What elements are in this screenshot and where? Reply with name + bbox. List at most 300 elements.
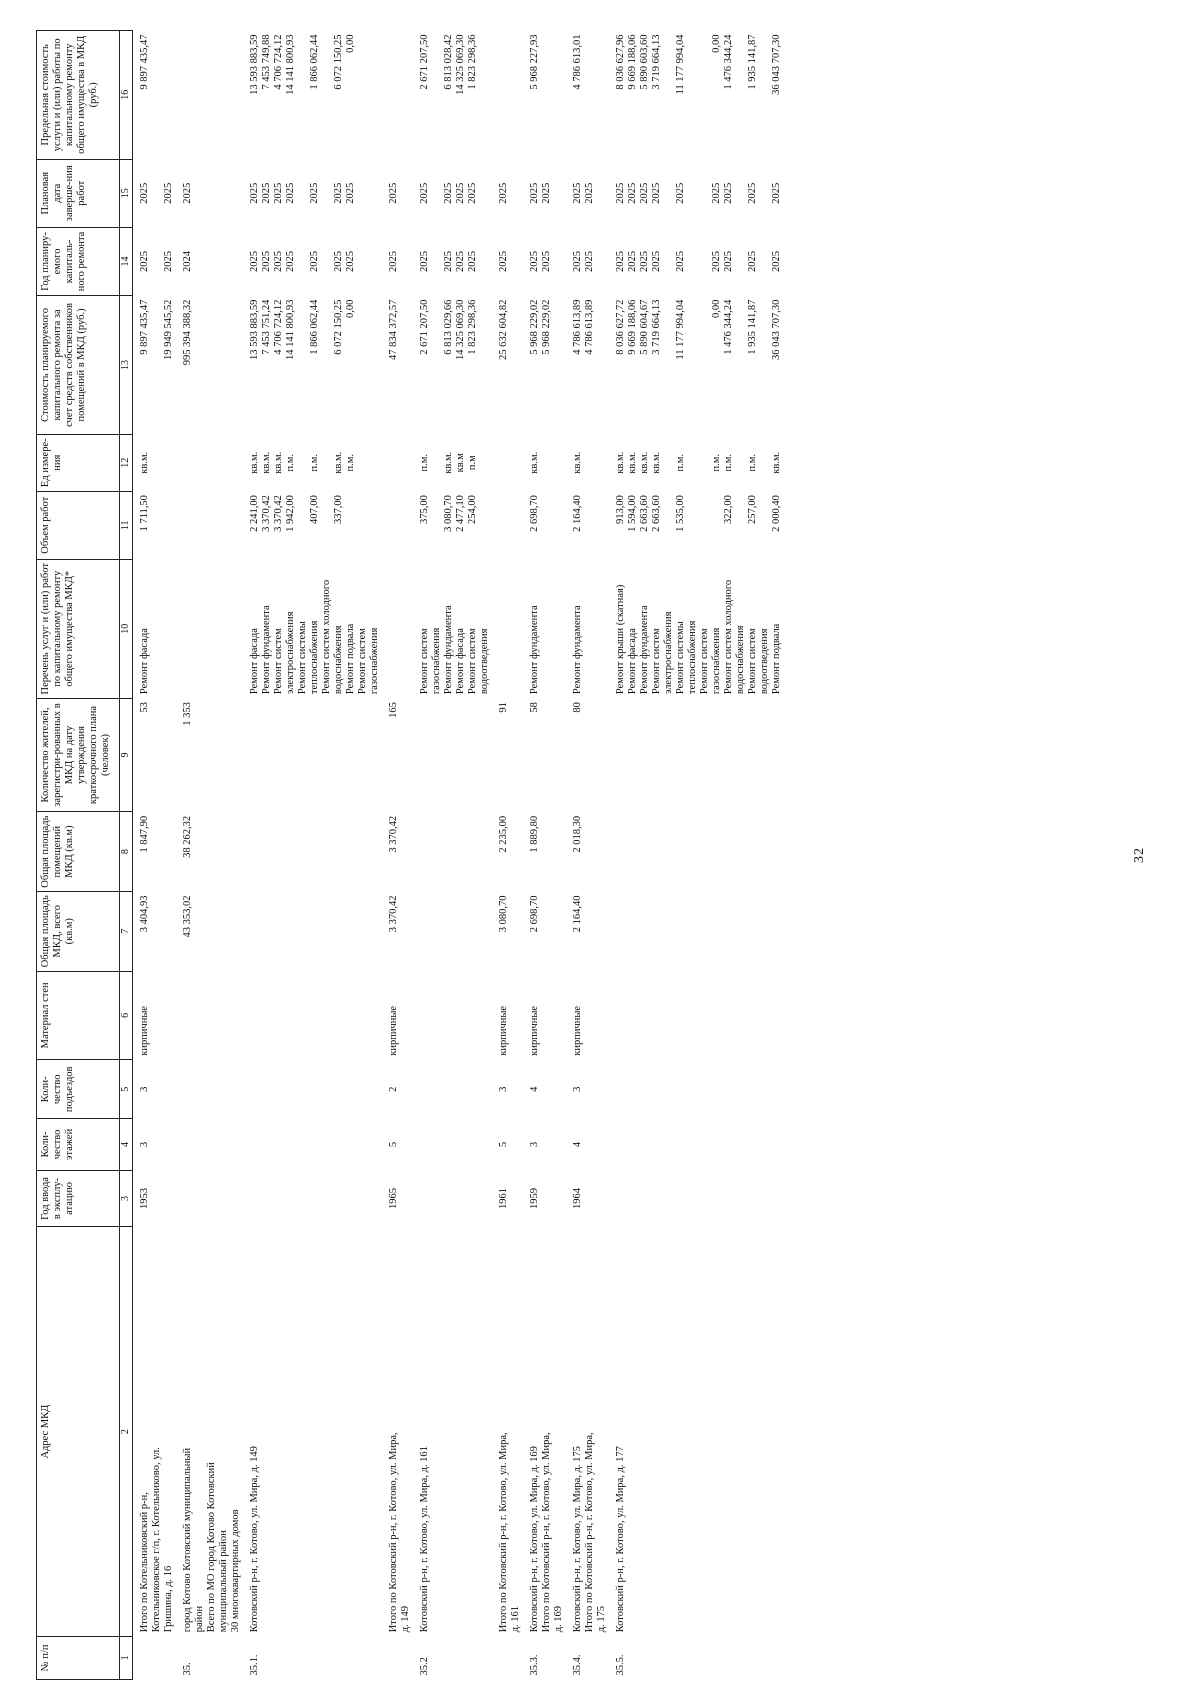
cost-line: 6 813 029,66 (443, 299, 454, 355)
end-year-line: 2025 (529, 182, 540, 204)
header-cell: Общая площадь МКД, всего (кв.м) (37, 891, 120, 971)
works-cell (523, 559, 566, 698)
volume-line: 2 698,70 (529, 495, 540, 532)
material-cell (413, 971, 492, 1060)
unit-line: кв.м. (333, 451, 344, 474)
volume-cell (566, 491, 609, 559)
plan-year-line (699, 231, 711, 291)
cost-line: 4 786 613,89 (584, 299, 595, 355)
plan-year-line: 2025 (651, 250, 662, 272)
works-cell (492, 559, 523, 698)
table-row (523, 31, 566, 1680)
cost-line: 7 453 751,24 (261, 299, 272, 355)
limit-cost-line (663, 35, 675, 156)
end-year-line: 2025 (651, 182, 662, 204)
residents-cell (609, 698, 784, 812)
end-year-cell (133, 159, 177, 227)
address-line: Котовский р-н, г. Котово, ул. Мира, д. 177 (615, 1446, 626, 1633)
column-number: 14 (120, 227, 133, 295)
limit-cost-cell (609, 31, 784, 160)
living-area-cell: 2 018,30 (572, 815, 583, 853)
works-line: Ремонт фундамента (639, 605, 650, 695)
volume-cell (382, 491, 413, 559)
header-cell: Коли-чество подъездов (37, 1060, 120, 1119)
column-number: 12 (120, 434, 133, 491)
cost-cell (413, 296, 492, 435)
header-row (37, 31, 120, 1680)
limit-cost-line: 1 823 298,36 (467, 34, 478, 90)
end-year-line (735, 163, 747, 223)
living-area-cell: 38 262,32 (182, 815, 193, 858)
unit-line (431, 438, 443, 487)
limit-cost-line: 4 786 613,01 (572, 34, 583, 90)
residents-cell: 165 (388, 702, 399, 718)
entrances-cell (609, 1060, 784, 1119)
limit-cost-line: 9 669 188,06 (627, 34, 638, 90)
works-line: Ремонт фасада (139, 628, 150, 695)
unit-cell (243, 434, 382, 491)
living-area-cell: 1 847,90 (139, 815, 150, 853)
row-number: 35.5. (615, 1654, 626, 1676)
unit-line: п.м. (711, 453, 722, 472)
volume-line: 254,00 (467, 495, 478, 525)
unit-cell (523, 434, 566, 491)
floors-cell: 5 (388, 1141, 399, 1148)
unit-line (663, 438, 675, 487)
unit-line: кв.м. (249, 451, 260, 474)
year-cell: 1959 (529, 1187, 540, 1209)
plan-year-line: 2025 (498, 250, 509, 272)
volume-line: 322,00 (723, 495, 734, 525)
address-line: 30 многоквартирных домов (230, 1509, 241, 1633)
end-year-line (431, 163, 443, 223)
works-line: водоотведения (759, 628, 770, 695)
header-cell: Ед измере-ния (37, 434, 120, 491)
cost-line: 19 949 545,52 (163, 299, 174, 360)
unit-cell (492, 434, 523, 491)
cost-line: 5 968 229,02 (541, 299, 552, 355)
end-year-cell (243, 159, 382, 227)
limit-cost-line (431, 35, 443, 156)
plan-year-line: 2025 (675, 250, 686, 272)
cost-line (687, 300, 699, 431)
cost-line: 36 043 707,30 (771, 299, 782, 360)
column-number: 4 (120, 1119, 133, 1170)
plan-year-line: 2025 (163, 250, 174, 272)
cost-cell (492, 296, 523, 435)
year-cell: 1961 (498, 1187, 509, 1209)
plan-year-line: 2025 (747, 250, 758, 272)
end-year-line: 2025 (627, 182, 638, 204)
header-cell: Количество жителей, зарегистри-рованных в МКД на дату утверждения краткосрочного плана (человек) (37, 698, 120, 812)
address-line: Итого по Котовский р-н, г. Котово, ул. Мира, (541, 1432, 552, 1633)
total-area-cell (243, 891, 382, 971)
volume-line: 375,00 (419, 495, 430, 525)
end-year-line: 2025 (139, 182, 150, 204)
cost-line (297, 300, 309, 431)
cost-line: 11 177 994,04 (675, 299, 686, 360)
works-line: электроснабжения (663, 611, 674, 695)
column-number: 3 (120, 1170, 133, 1227)
works-line: Ремонт фасада (455, 628, 466, 695)
plan-year-cell (523, 227, 566, 295)
header-cell: Год планиру-емого капиталь-ного ремонта (37, 227, 120, 295)
limit-cost-line: 11 177 994,04 (675, 34, 686, 95)
cost-line (321, 300, 333, 431)
address-line: д. 161 (510, 1605, 521, 1633)
end-year-line (151, 163, 163, 223)
plan-year-line (151, 231, 163, 291)
end-year-line: 2025 (345, 182, 356, 204)
unit-line: п.м. (345, 453, 356, 472)
entrances-cell (413, 1060, 492, 1119)
plan-year-line: 2025 (345, 250, 356, 272)
address-line: Итого по Котельниковский р-н, (139, 1492, 150, 1633)
works-cell (609, 559, 784, 698)
limit-cost-line: 1 866 062,44 (309, 34, 320, 90)
cost-line: 6 072 150,25 (333, 299, 344, 355)
end-year-cell (609, 159, 784, 227)
unit-line: кв.м. (627, 451, 638, 474)
works-cell (133, 559, 177, 698)
works-line: Ремонт систем (273, 628, 284, 695)
limit-cost-line: 6 813 028,42 (443, 34, 454, 90)
limit-cost-line (699, 35, 711, 156)
volume-line: 1 594,00 (627, 495, 638, 532)
volume-cell (243, 491, 382, 559)
header-cell: Адрес МКД (37, 1227, 120, 1636)
end-year-line: 2025 (261, 182, 272, 204)
volume-line: 1 535,00 (675, 495, 686, 532)
cost-cell (609, 296, 784, 435)
volume-line: 2 477,10 (455, 495, 466, 532)
plan-year-line: 2025 (584, 250, 595, 272)
limit-cost-line: 9 897 435,47 (139, 34, 150, 90)
material-cell: кирпичные (498, 1005, 509, 1056)
plan-year-line: 2025 (139, 250, 150, 272)
limit-cost-line: 1 476 344,24 (723, 34, 734, 90)
works-cell (566, 559, 609, 698)
volume-line (431, 495, 443, 555)
works-line: Ремонт системы (675, 621, 686, 695)
plan-year-line: 2025 (711, 250, 722, 272)
total-area-cell: 3 370,42 (388, 895, 399, 933)
cost-line: 4 786 613,89 (572, 299, 583, 355)
cost-line: 9 669 188,06 (627, 299, 638, 355)
works-line: электроснабжения (285, 611, 296, 695)
cost-cell (523, 296, 566, 435)
cost-line: 995 394 388,32 (182, 299, 193, 366)
unit-line: п.м. (285, 453, 296, 472)
end-year-line: 2025 (249, 182, 260, 204)
limit-cost-line: 14 325 069,30 (455, 34, 466, 95)
works-line: Ремонт фундамента (261, 605, 272, 695)
unit-line (297, 438, 309, 487)
plan-year-line: 2025 (419, 250, 430, 272)
works-line: Ремонт систем холодного (321, 579, 332, 695)
works-line: Ремонт фундамента (572, 605, 583, 695)
table-row (382, 31, 413, 1680)
end-year-line (759, 163, 771, 223)
year-cell: 1964 (572, 1187, 583, 1209)
row-number (492, 1636, 523, 1679)
row-number: 35.1. (249, 1654, 260, 1676)
limit-cost-line (297, 35, 309, 156)
volume-line (321, 495, 333, 555)
floors-cell (176, 1119, 243, 1170)
plan-year-line: 2025 (723, 250, 734, 272)
end-year-line: 2025 (639, 182, 650, 204)
cost-cell (566, 296, 609, 435)
end-year-line: 2025 (285, 182, 296, 204)
cost-line: 5 968 229,02 (529, 299, 540, 355)
unit-line: кв.м (455, 453, 466, 473)
end-year-line: 2025 (723, 182, 734, 204)
plan-year-line: 2025 (273, 250, 284, 272)
works-line: Ремонт крыши (скатная) (615, 584, 626, 695)
floors-cell (609, 1119, 784, 1170)
limit-cost-line: 4 706 724,12 (273, 34, 284, 90)
volume-line: 407,00 (309, 495, 320, 525)
volume-line: 3 080,70 (443, 495, 454, 532)
entrances-cell (176, 1060, 243, 1119)
plan-year-line (735, 231, 747, 291)
entrances-cell: 3 (139, 1086, 150, 1092)
limit-cost-line: 0,00 (345, 34, 356, 53)
volume-line: 337,00 (333, 495, 344, 525)
unit-line: кв.м. (615, 451, 626, 474)
unit-cell (566, 434, 609, 491)
end-year-line (321, 163, 333, 223)
plan-year-cell (609, 227, 784, 295)
works-line: водоснабжения (333, 625, 344, 695)
works-line: газоснабжения (431, 627, 442, 695)
end-year-cell (566, 159, 609, 227)
living-area-cell (413, 812, 492, 892)
limit-cost-line: 1 935 141,87 (747, 34, 758, 90)
works-line: Ремонт систем (357, 628, 368, 695)
plan-year-line (687, 231, 699, 291)
entrances-cell: 3 (572, 1086, 583, 1092)
unit-line (321, 438, 333, 487)
plan-year-line: 2025 (771, 250, 782, 272)
address-line: район (194, 1605, 205, 1633)
unit-line: кв.м. (529, 451, 540, 474)
plan-year-line (759, 231, 771, 291)
cost-cell (176, 296, 243, 435)
volume-cell (609, 491, 784, 559)
plan-year-line: 2025 (467, 250, 478, 272)
works-cell (243, 559, 382, 698)
cost-line (431, 300, 443, 431)
column-number-row (120, 31, 133, 1680)
living-area-cell: 2 235,00 (498, 815, 509, 853)
limit-cost-cell (492, 31, 523, 160)
end-year-line (297, 163, 309, 223)
total-area-cell (413, 891, 492, 971)
row-number: 35.3. (529, 1654, 540, 1676)
volume-line: 2 241,00 (249, 495, 260, 532)
end-year-cell (176, 159, 243, 227)
header-cell: Объем работ (37, 491, 120, 559)
cost-line (699, 300, 711, 431)
column-number: 2 (120, 1227, 133, 1636)
total-area-cell: 3 404,93 (139, 895, 150, 933)
row-number: 35. (182, 1662, 193, 1676)
material-cell: кирпичные (529, 1005, 540, 1056)
works-line: Ремонт систем (467, 628, 478, 695)
unit-line: кв.м. (273, 451, 284, 474)
header-cell: Перечень услуг и (или) работ по капитальному ремонту общего имущества МКД* (37, 559, 120, 698)
works-line: Ремонт систем (419, 628, 430, 695)
table-row (413, 31, 492, 1680)
unit-cell (133, 434, 177, 491)
column-number: 13 (120, 296, 133, 435)
plan-year-line: 2025 (285, 250, 296, 272)
limit-cost-line: 14 141 800,93 (285, 34, 296, 95)
unit-line: кв.м. (572, 451, 583, 474)
plan-year-line (321, 231, 333, 291)
plan-year-cell (492, 227, 523, 295)
limit-cost-line: 5 890 603,60 (639, 34, 650, 90)
row-number (133, 1636, 177, 1679)
plan-year-line (297, 231, 309, 291)
unit-line (687, 438, 699, 487)
address-line: д. 149 (400, 1605, 411, 1633)
cost-cell (243, 296, 382, 435)
limit-cost-cell (566, 31, 609, 160)
works-cell (382, 559, 413, 698)
volume-cell (176, 491, 243, 559)
address-line: муниципальный район (218, 1530, 229, 1633)
address-cell (176, 1227, 243, 1636)
plan-year-line (663, 231, 675, 291)
address-line: Котовский р-н, г. Котово, ул. Мира, д. 175 (572, 1446, 583, 1633)
material-cell (243, 971, 382, 1060)
works-cell (413, 559, 492, 698)
living-area-cell: 1 889,80 (529, 815, 540, 853)
address-line: город Котово Котовский муниципальный (182, 1447, 193, 1633)
residents-cell (413, 698, 492, 812)
floors-cell: 3 (529, 1141, 540, 1148)
plan-year-line (431, 231, 443, 291)
end-year-cell (413, 159, 492, 227)
table-row (609, 31, 784, 1680)
address-line: Итого по Котовский р-н, г. Котово, ул. Мира, (388, 1432, 399, 1633)
unit-line: кв.м. (639, 451, 650, 474)
limit-cost-cell (382, 31, 413, 160)
residents-cell: 1 353 (182, 702, 193, 726)
header-cell: Коли-чество этажей (37, 1119, 120, 1170)
limit-cost-line: 8 036 627,96 (615, 34, 626, 90)
cost-line: 2 671 207,50 (419, 299, 430, 355)
column-number: 9 (120, 698, 133, 812)
end-year-line: 2025 (273, 182, 284, 204)
column-number: 11 (120, 491, 133, 559)
floors-cell (243, 1119, 382, 1170)
volume-line (735, 495, 747, 555)
end-year-line: 2025 (309, 182, 320, 204)
plan-year-line: 2025 (639, 250, 650, 272)
cost-line: 4 706 724,12 (273, 299, 284, 355)
end-year-line: 2025 (711, 182, 722, 204)
volume-line: 2 663,60 (651, 495, 662, 532)
volume-line (699, 495, 711, 555)
plan-year-cell (176, 227, 243, 295)
plan-year-cell (243, 227, 382, 295)
end-year-line: 2025 (584, 182, 595, 204)
column-number: 16 (120, 31, 133, 160)
residents-cell: 53 (139, 702, 150, 713)
cost-line: 9 897 435,47 (139, 299, 150, 355)
end-year-line: 2025 (771, 182, 782, 204)
cost-line (735, 300, 747, 431)
cost-line: 5 890 604,67 (639, 299, 650, 355)
total-area-cell (609, 891, 784, 971)
floors-cell: 5 (498, 1141, 509, 1148)
plan-year-line: 2025 (615, 250, 626, 272)
material-cell (609, 971, 784, 1060)
total-area-cell: 2 164,40 (572, 895, 583, 933)
cost-line (151, 300, 163, 431)
unit-line (735, 438, 747, 487)
limit-cost-cell (413, 31, 492, 160)
works-line: водоснабжения (735, 625, 746, 695)
volume-line: 913,00 (615, 495, 626, 525)
entrances-cell: 3 (498, 1086, 509, 1092)
residents-cell: 58 (529, 702, 540, 713)
address-cell (133, 1227, 177, 1636)
works-line: газоснабжения (369, 627, 380, 695)
row-number: 35.4. (572, 1654, 583, 1676)
limit-cost-line: 2 671 207,50 (419, 34, 430, 90)
limit-cost-line: 7 453 749,88 (261, 34, 272, 90)
header-cell: Предельная стоимость услуги и (или) работы по капитальному ремонту общего имущества в МКД (руб.) (37, 31, 120, 160)
limit-cost-line: 6 072 150,25 (333, 34, 344, 90)
cost-line: 13 593 883,59 (249, 299, 260, 360)
total-area-cell: 3 080,70 (498, 895, 509, 933)
cost-line: 14 141 800,93 (285, 299, 296, 360)
works-cell (176, 559, 243, 698)
unit-line (759, 438, 771, 487)
volume-cell (523, 491, 566, 559)
unit-cell (413, 434, 492, 491)
plan-year-line: 2025 (388, 250, 399, 272)
volume-line: 2 164,40 (572, 495, 583, 532)
material-cell: кирпичные (388, 1005, 399, 1056)
year-cell (243, 1170, 382, 1227)
unit-cell (176, 434, 243, 491)
entrances-cell: 4 (529, 1086, 540, 1092)
volume-line: 1 711,50 (139, 495, 150, 532)
volume-line: 3 370,42 (261, 495, 272, 532)
works-line: Ремонт подвала (771, 623, 782, 695)
limit-cost-line: 13 593 883,59 (249, 34, 260, 95)
unit-line: п.м. (723, 453, 734, 472)
year-cell: 1965 (388, 1187, 399, 1209)
volume-line (759, 495, 771, 555)
year-cell (413, 1170, 492, 1227)
residents-cell: 80 (572, 702, 583, 713)
end-year-line: 2025 (419, 182, 430, 204)
unit-line: п.м. (747, 453, 758, 472)
works-line: Ремонт фасада (627, 628, 638, 695)
volume-line: 257,00 (747, 495, 758, 525)
table-row (566, 31, 609, 1680)
volume-line: 2 663,60 (639, 495, 650, 532)
address-cell (566, 1227, 609, 1636)
unit-line: п.м. (419, 453, 430, 472)
